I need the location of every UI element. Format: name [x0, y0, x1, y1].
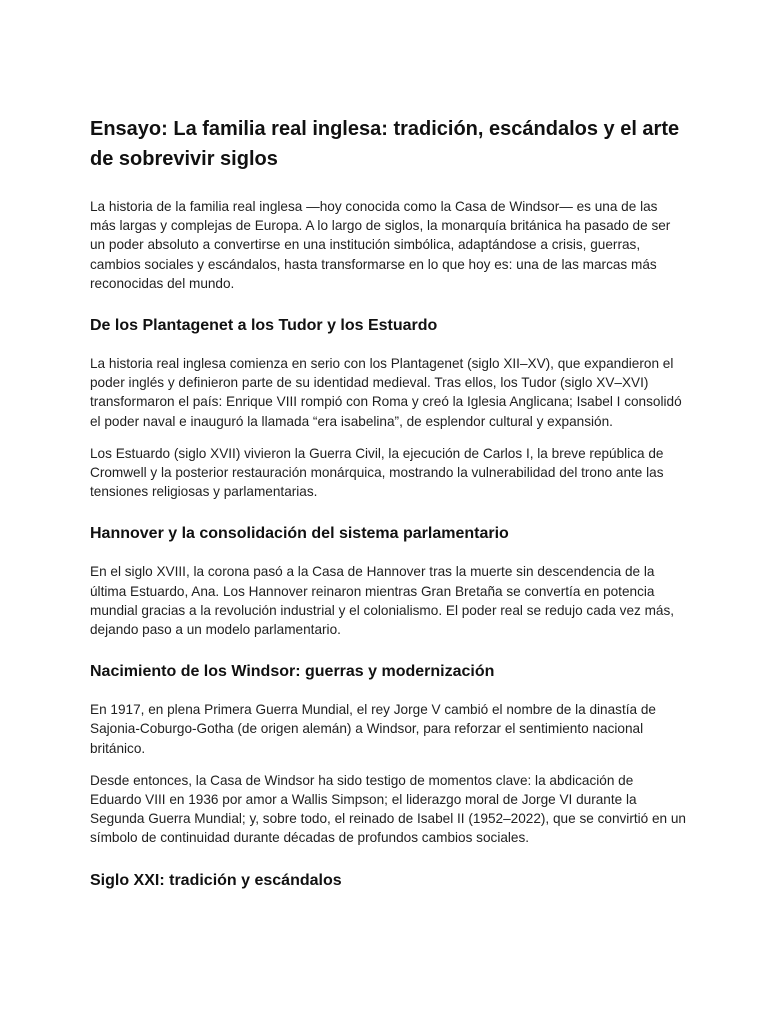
section-paragraph: En el siglo XVIII, la corona pasó a la Casa de Hannover tras la muerte sin descendencia de la última Estuardo, Ana. Los Hannover reinaron mientras Gran Bretaña se convertía en potencia mundial gracias a la revolución industrial y el colonialismo. El poder real se redujo cada vez más, dejando paso a un modelo parlamentario. — [90, 564, 675, 638]
section-paragraph: Desde entonces, la Casa de Windsor ha sido testigo de momentos clave: la abdicación de Eduardo VIII en 1936 por amor a Wallis Simpson; el liderazgo moral de Jorge VI durante la Segunda Guerra Mundial; y, sobre todo, el reinado de Isabel II (1952–2022), que se convirtió en un símbolo de continuidad durante décadas de profundos cambios sociales. — [90, 772, 686, 846]
section-heading-hannover: Hannover y la consolidación del sistema parlamentario — [90, 525, 509, 543]
document-title: Ensayo: La familia real inglesa: tradición, escándalos y el arte de sobrevivir siglos — [90, 118, 680, 170]
section-paragraph: La historia real inglesa comienza en serio con los Plantagenet (siglo XII–XV), que expandieron el poder inglés y definieron parte de su identidad medieval. Tras ellos, los Tudor (siglo XV–XVI) transformaron el país: Enrique VIII rompió con Roma y creó la Iglesia Anglicana; Isabel I consolidó el poder naval e inauguró la llamada “era isabelina”, de esplendor cultural y expansión. — [90, 356, 682, 429]
section-paragraph: Los Estuardo (siglo XVII) vivieron la Guerra Civil, la ejecución de Carlos I, la breve república de Cromwell y la posterior restauración monárquica, mostrando la vulnerabilidad del trono ante las tensiones religiosas y parlamentarias. — [90, 445, 664, 500]
section-heading-windsor: Nacimiento de los Windsor: guerras y modernización — [90, 663, 495, 681]
section-heading-plantagenet: De los Plantagenet a los Tudor y los Estuardo — [90, 317, 438, 335]
intro-paragraph: La historia de la familia real inglesa —hoy conocida como la Casa de Windsor— es una de las más largas y complejas de Europa. A lo largo de siglos, la monarquía británica ha pasado de ser un poder absoluto a convertirse en una institución simbólica, adaptándose a crisis, guerras, cambios sociales y escándalos, hasta transformarse en lo que hoy es: una de las marcas más reconocidas del mundo. — [90, 199, 671, 291]
document-page — [90, 114, 686, 909]
section-paragraph: En 1917, en plena Primera Guerra Mundial, el rey Jorge V cambió el nombre de la dinastía de Sajonia-Coburgo-Gotha (de origen alemán) a Windsor, para reforzar el sentimiento nacional británico. — [90, 702, 656, 756]
section-heading-siglo-xxi: Siglo XXI: tradición y escándalos — [90, 871, 342, 889]
